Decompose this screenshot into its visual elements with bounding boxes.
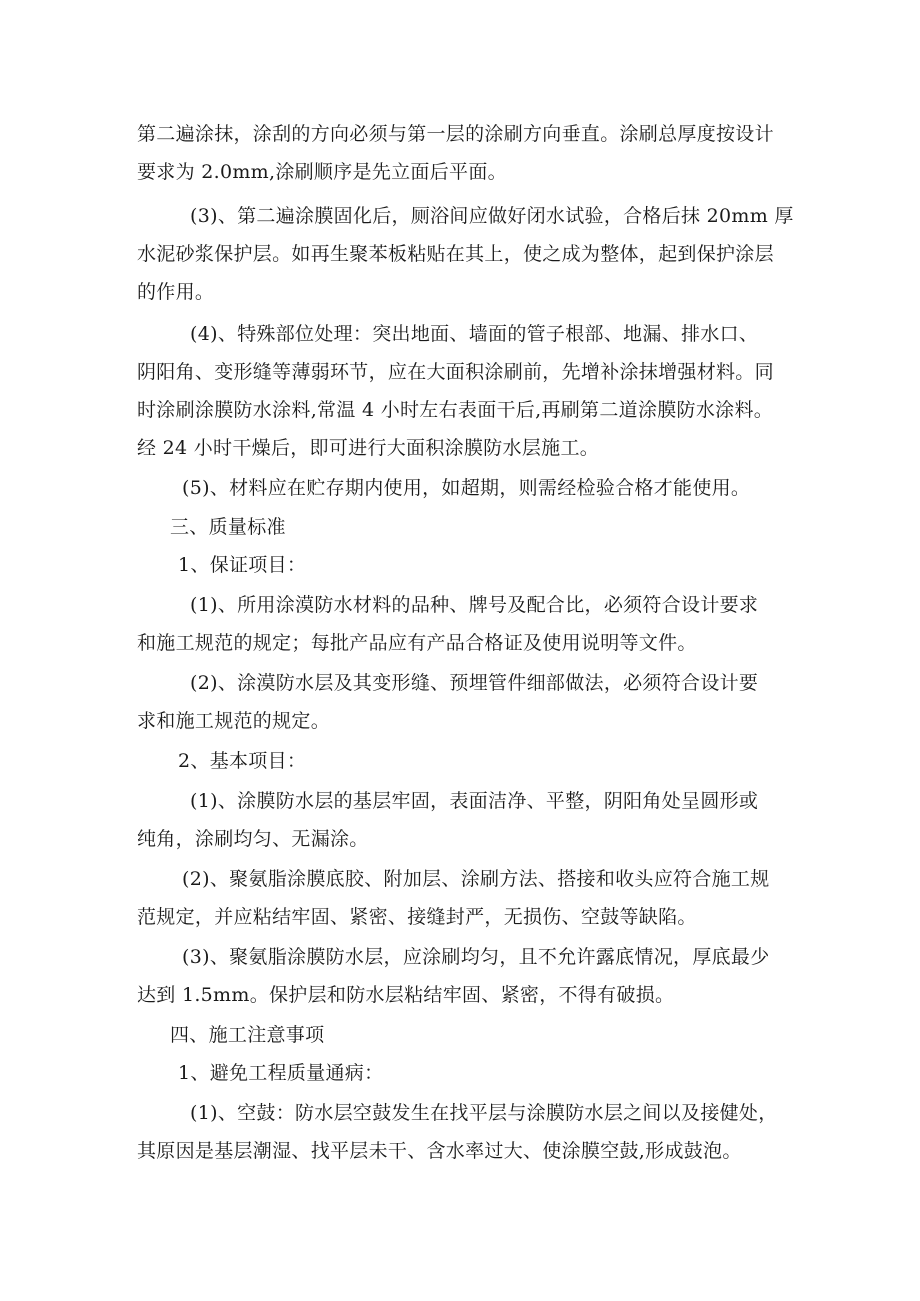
paragraph-line: 和施工规范的规定；每批产品应有产品合格证及使用说明等文件。 <box>137 632 697 654</box>
section-heading: 四、施工注意事项 <box>170 1024 325 1046</box>
paragraph-line: (2)、聚氨脂涂膜底胶、附加层、涂刷方法、搭接和收头应符合施工规 <box>182 868 770 890</box>
paragraph-line: 经 24 小时干燥后，即可进行大面积涂膜防水层施工。 <box>137 437 600 459</box>
subsection-heading: 2、基本项目： <box>178 750 307 772</box>
paragraph-line: 纯角，涂刷均匀、无漏涂。 <box>137 828 369 850</box>
paragraph-line: 时涂刷涂膜防水涂料,常温 4 小时左右表面干后,再刷第二道涂膜防水涂料。 <box>137 399 774 421</box>
subsection-heading: 1、保证项目： <box>178 554 307 576</box>
paragraph-line: 求和施工规范的规定。 <box>137 710 331 732</box>
paragraph-line: 的作用。 <box>137 281 215 303</box>
paragraph-line: (5)、材料应在贮存期内使用，如超期，则需经检验合格才能使用。 <box>182 477 751 499</box>
paragraph-line: (4)、特殊部位处理：突出地面、墙面的管子根部、地漏、排水口、 <box>190 323 759 345</box>
paragraph-line: 水泥砂浆保护层。如再生聚苯板粘贴在其上，使之成为整体，起到保护涂层 <box>137 243 774 265</box>
paragraph-line: (1)、空鼓：防水层空鼓发生在找平层与涂膜防水层之间以及接健处， <box>190 1102 778 1124</box>
paragraph-line: 要求为 2.0mm,涂刷顺序是先立面后平面。 <box>137 161 507 183</box>
paragraph-line: 其原因是基层潮湿、找平层未干、含水率过大、使涂膜空鼓,形成鼓泡。 <box>137 1140 742 1162</box>
paragraph-line: (1)、涂膜防水层的基层牢固，表面洁净、平整，阴阳角处呈圆形或 <box>190 790 759 812</box>
paragraph-line: (1)、所用涂漠防水材料的品种、牌号及配合比，必须符合设计要求 <box>190 594 759 616</box>
section-heading: 三、质量标准 <box>170 516 286 538</box>
paragraph-line: (3)、聚氨脂涂膜防水层，应涂刷均匀，且不允许露底情况，厚底最少 <box>182 946 770 968</box>
paragraph-line: 第二遍涂抹，涂刮的方向必须与第一层的涂刷方向垂直。涂刷总厚度按设计 <box>137 123 774 145</box>
paragraph-line: 阴阳角、变形缝等薄弱环节，应在大面积涂刷前，先增补涂抹增强材料。同 <box>137 361 774 383</box>
paragraph-line: 范规定，并应粘结牢固、紧密、接缝封严，无损伤、空鼓等缺陷。 <box>137 906 697 928</box>
subsection-heading: 1、避免工程质量通病： <box>178 1062 384 1084</box>
paragraph-line: 达到 1.5mm。保护层和防水层粘结牢固、紧密，不得有破损。 <box>137 984 675 1006</box>
paragraph-line: (2)、涂漠防水层及其变形缝、预埋管件细部做法，必须符合设计要 <box>190 672 759 694</box>
paragraph-line: (3)、第二遍涂膜固化后，厕浴间应做好闭水试验，合格后抹 20mm 厚 <box>190 205 794 227</box>
